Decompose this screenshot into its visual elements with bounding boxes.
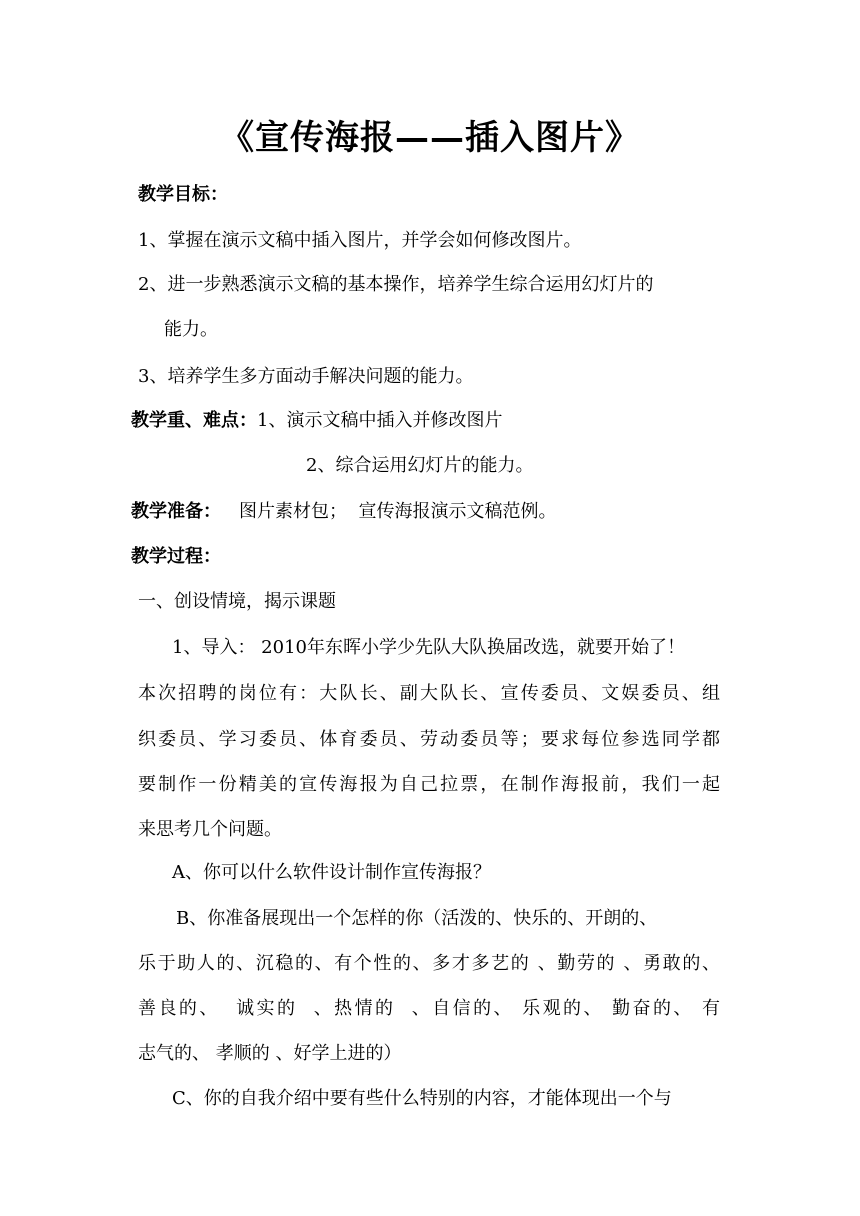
question-a: A、你可以什么软件设计制作宣传海报？	[172, 862, 491, 883]
objective-3: 3、培养学生多方面动手解决问题的能力。	[138, 366, 474, 387]
preparation-text: 图片素材包； 宣传海报演示文稿范例。	[239, 501, 557, 522]
objective-2: 2、进一步熟悉演示文稿的基本操作，培养学生综合运用幻灯片的	[138, 274, 654, 295]
key-points-row	[131, 408, 502, 434]
question-b-line-2: 乐于助人的、沉稳的、有个性的、多才多艺的 、勤劳的 、勇敢的、	[138, 953, 720, 974]
intro-paragraph-line-5: 来思考几个问题。	[138, 819, 282, 840]
preparation-row	[131, 499, 556, 525]
objective-2-continued: 能力。	[164, 319, 218, 340]
document-title: 《宣传海报——插入图片》	[220, 118, 640, 158]
objective-1: 1、掌握在演示文稿中插入图片，并学会如何修改图片。	[138, 230, 582, 251]
key-point-1: 1、演示文稿中插入并修改图片	[257, 410, 503, 431]
section-1-heading: 一、创设情境，揭示课题	[138, 591, 336, 612]
question-b-line-3: 善良的、 诚实的 、热情的 、自信的、 乐观的、 勤奋的、 有	[138, 998, 720, 1019]
process-heading: 教学过程：	[131, 546, 221, 567]
intro-paragraph-line-2: 本次招聘的岗位有：大队长、副大队长、宣传委员、文娱委员、组	[138, 683, 720, 704]
question-b-line-1: B、你准备展现出一个怎样的你（活泼的、快乐的、开朗的、	[176, 908, 658, 929]
key-points-label: 教学重、难点：	[131, 410, 257, 431]
intro-paragraph-line-3: 织委员、学习委员、体育委员、劳动委员等；要求每位参选同学都	[138, 729, 720, 750]
intro-paragraph-line-1: 1、导入： 2010年东晖小学少先队大队换届改选，就要开始了！	[172, 637, 685, 658]
key-point-2: 2、综合运用幻灯片的能力。	[306, 455, 534, 476]
objectives-heading: 教学目标：	[138, 184, 228, 205]
question-b-line-4: 志气的、 孝顺的 、好学上进的）	[138, 1043, 402, 1064]
question-c: C、你的自我介绍中要有些什么特别的内容，才能体现出一个与	[172, 1088, 672, 1109]
preparation-label: 教学准备：	[131, 501, 221, 522]
intro-paragraph-line-4: 要制作一份精美的宣传海报为自己拉票，在制作海报前，我们一起	[138, 774, 720, 795]
